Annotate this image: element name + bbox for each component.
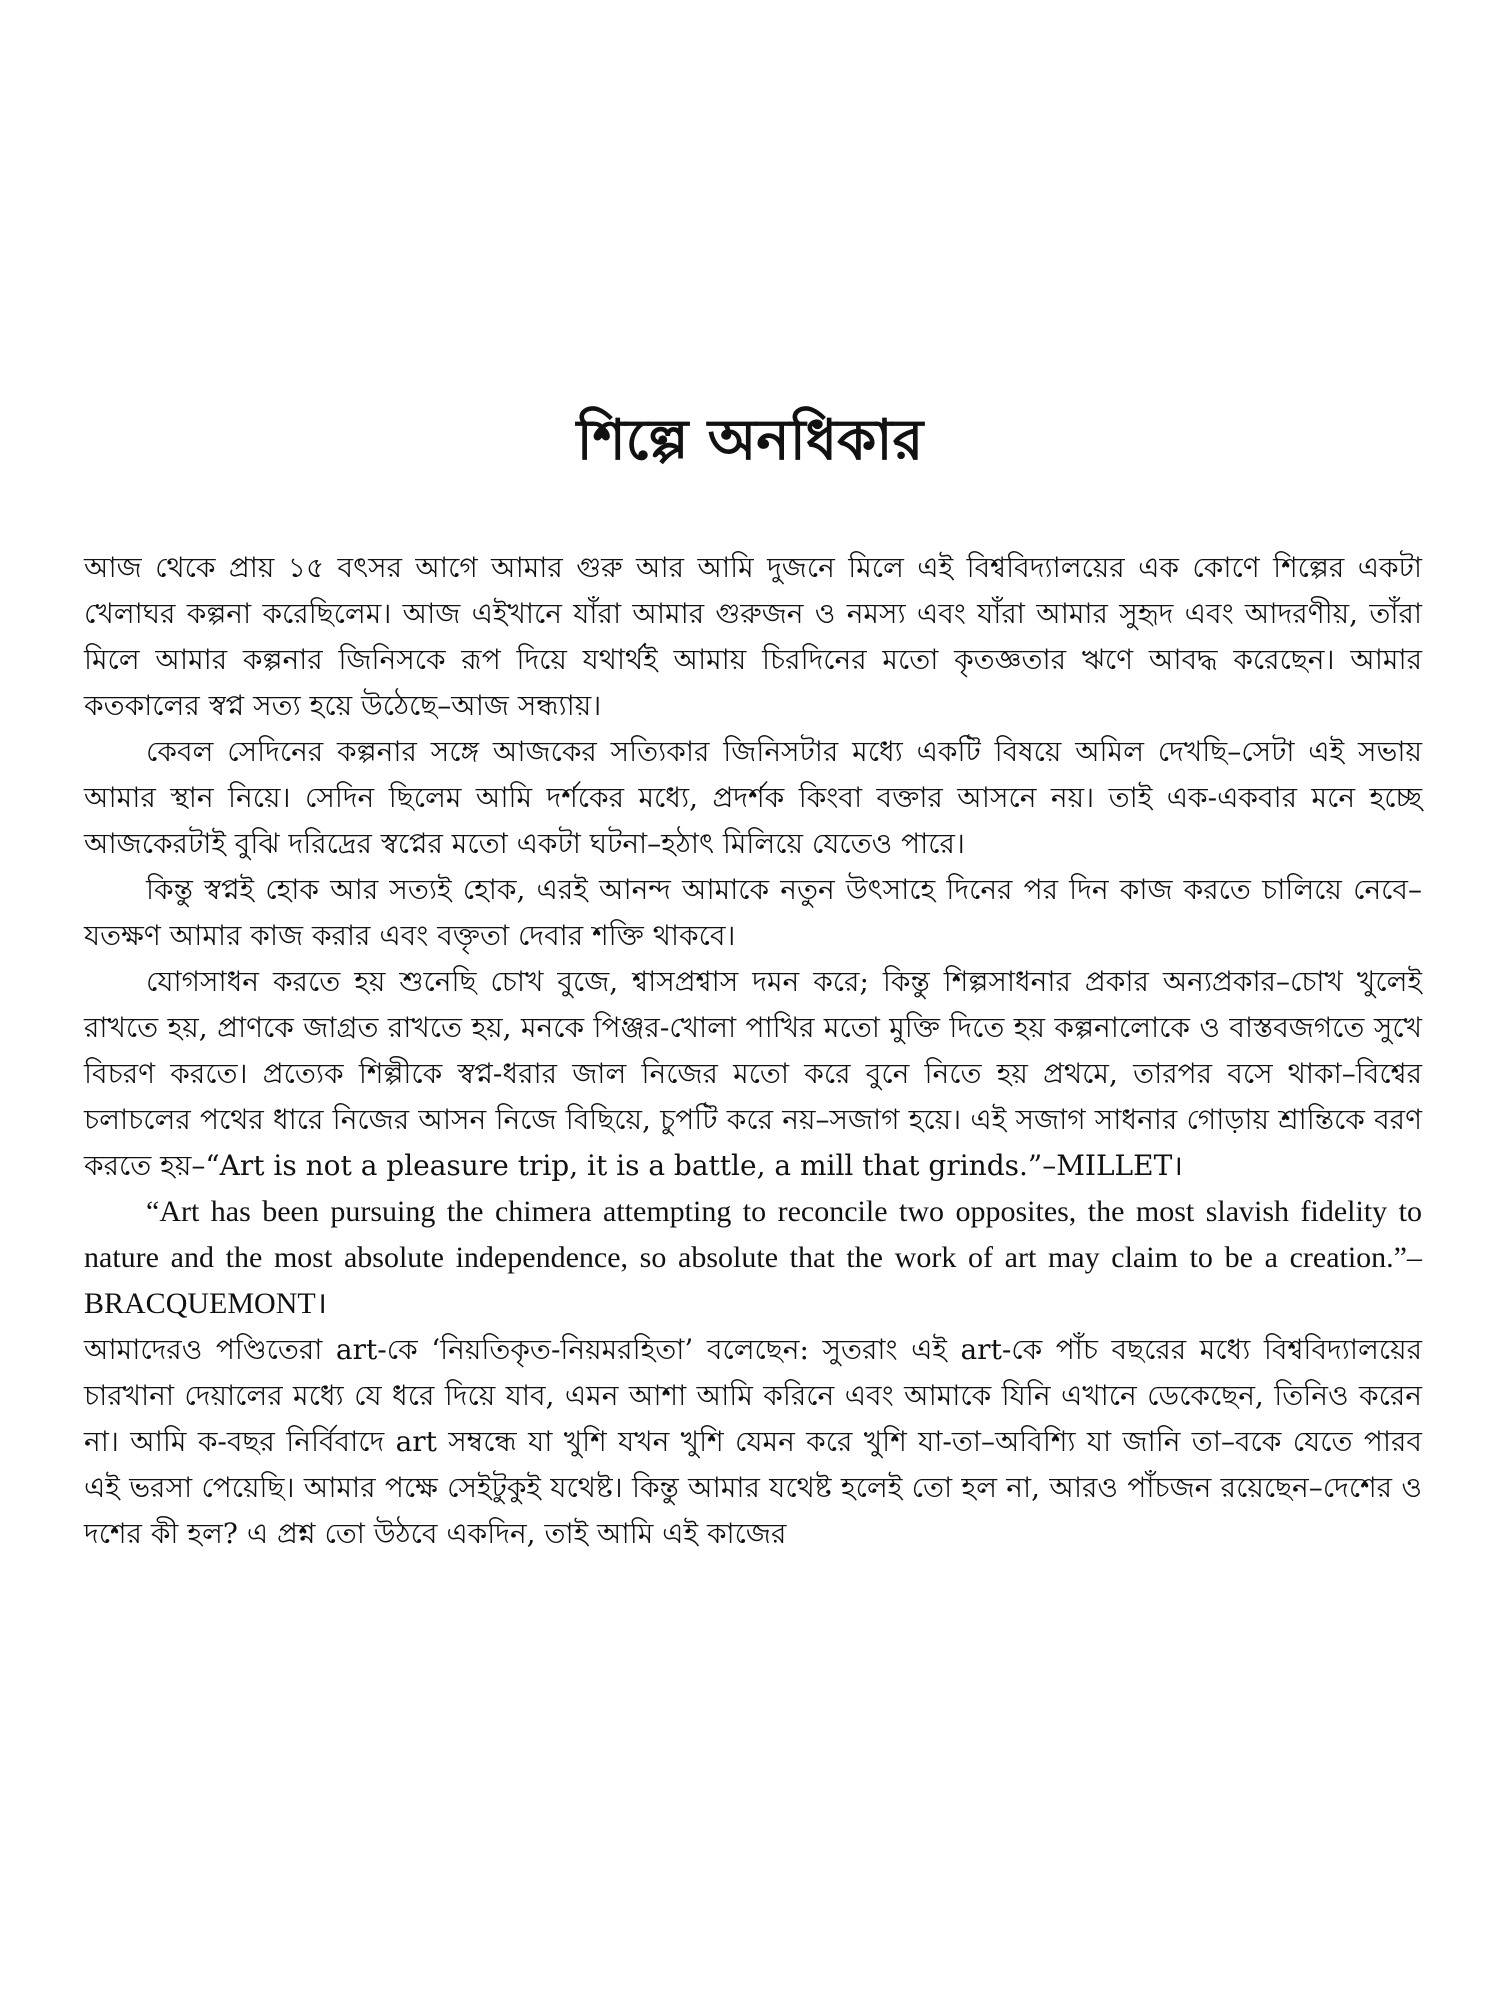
paragraph-3: কিন্তু স্বপ্নই হোক আর সত্যই হোক, এরই আনন্দ আমাকে নতুন উৎসাহে দিনের পর দিন কাজ করতে চালিয়ে নেবে–যতক্ষণ আমার কাজ করার এবং বক্তৃতা দেবার শক্তি থাকবে। xyxy=(84,873,1422,952)
chapter-title: শিল্পে অনধিকার xyxy=(576,407,924,473)
paragraph-1: আজ থেকে প্রায় ১৫ বৎসর আগে আমার গুরু আর আমি দুজনে মিলে এই বিশ্ববিদ্যালয়ের এক কোণে শিল্পের একটা খেলাঘর কল্পনা করেছিলেম। আজ এইখানে যাঁরা আমার গুরুজন ও নমস্য এবং যাঁরা আমার সুহৃদ এবং আদরণীয়, তাঁরা মিলে আমার কল্পনার জিনিসকে রূপ দিয়ে যথার্থই আমায় চিরদিনের মতো কৃতজ্ঞতার ঋণে আবদ্ধ করেছেন। আমার কতকালের স্বপ্ন সত্য হয়ে উঠেছে–আজ সন্ধ্যায়। xyxy=(84,551,1422,722)
paragraph-5-quote: “Art has been pursuing the chimera attempting to reconcile two opposites, the most slavish fidelity to nature and the most absolute independence, so absolute that the work of art may claim to be a creation.”–BRACQUEMONT। xyxy=(84,1195,1422,1320)
paragraph-6: আমাদেরও পণ্ডিতেরা art-কে ‘নিয়তিকৃত-নিয়মরহিতা’ বলেছেন: সুতরাং এই art-কে পাঁচ বছরের মধ্যে বিশ্ববিদ্যালয়ের চারখানা দেয়ালের মধ্যে যে ধরে দিয়ে যাব, এমন আশা আমি করিনে এবং আমাকে যিনি এখানে ডেকেছেন, তিনিও করেন না। আমি ক-বছর নির্বিবাদে art সম্বন্ধে যা খুশি যখন খুশি যেমন করে খুশি যা-তা–অবিশ্যি যা জানি তা–বকে যেতে পারব এই ভরসা পেয়েছি। আমার পক্ষে সেইটুকুই যথেষ্ট। কিন্তু আমার যথেষ্ট হলেই তো হল না, আরও পাঁচজন রয়েছেন–দেশের ও দশের কী হল? এ প্রশ্ন তো উঠবে একদিন, তাই আমি এই কাজের xyxy=(84,1333,1422,1550)
paragraph-4: যোগসাধন করতে হয় শুনেছি চোখ বুজে, শ্বাসপ্রশ্বাস দমন করে; কিন্তু শিল্পসাধনার প্রকার অন্যপ্রকার–চোখ খুলেই রাখতে হয়, প্রাণকে জাগ্রত রাখতে হয়, মনকে পিঞ্জর-খোলা পাখির মতো মুক্তি দিতে হয় কল্পনালোকে ও বাস্তবজগতে সুখে বিচরণ করতে। প্রত্যেক শিল্পীকে স্বপ্ন-ধরার জাল নিজের মতো করে বুনে নিতে হয় প্রথমে, তারপর বসে থাকা–বিশ্বের চলাচলের পথের ধারে নিজের আসন নিজে বিছিয়ে, চুপটি করে নয়–সজাগ হয়ে। এই সজাগ সাধনার গোড়ায় শ্রান্তিকে বরণ করতে হয়–“Art is not a pleasure trip, it is a battle, a mill that grinds.”–MILLET। xyxy=(84,965,1422,1182)
paragraph-2: কেবল সেদিনের কল্পনার সঙ্গে আজকের সত্যিকার জিনিসটার মধ্যে একটি বিষয়ে অমিল দেখছি–সেটা এই সভায় আমার স্থান নিয়ে। সেদিন ছিলেম আমি দর্শকের মধ্যে, প্রদর্শক কিংবা বক্তার আসনে নয়। তাই এক-একবার মনে হচ্ছে আজকেরটাই বুঝি দরিদ্রের স্বপ্নের মতো একটা ঘটনা–হঠাৎ মিলিয়ে যেতেও পারে। xyxy=(84,735,1422,860)
chapter-body xyxy=(84,545,1422,1557)
